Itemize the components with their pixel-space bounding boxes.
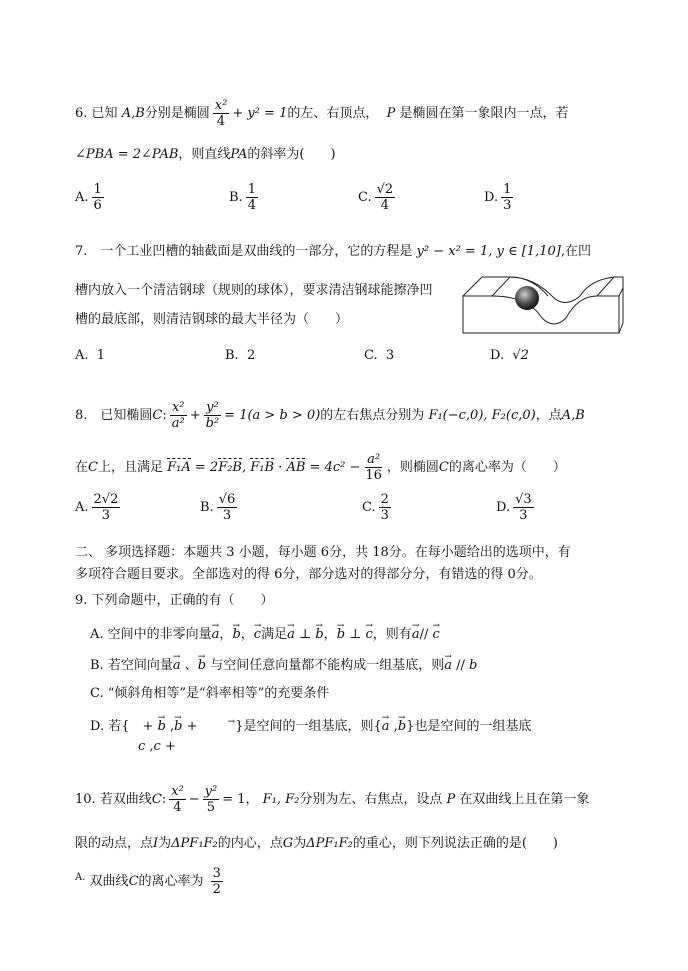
q6-text2: 的左、右顶点， <box>287 106 379 121</box>
option-den: 3 <box>101 508 111 523</box>
q10-f1-den: 4 <box>173 800 182 815</box>
q8-f2-den: b² <box>205 416 220 431</box>
q10-f2-num: y² <box>204 784 218 799</box>
option-den: 4 <box>247 198 256 213</box>
q10-text1: 分别为左、右焦点，设点 <box>299 792 443 807</box>
option-label: C. <box>358 190 372 205</box>
q8-text3: ，则椭圆 <box>386 460 439 475</box>
q10-text-d: 为 <box>293 836 307 851</box>
option-value: 2 <box>246 348 256 363</box>
q10-line1: 10. 若双曲线C: $\frac{\text{x²}}{4}$ − $\frac{\text{y²}}{5}$ = 1， F₁, F₂分别为左、右焦点，设点 P 在双曲线上且在第一象 <box>75 784 590 815</box>
q6-option-a[interactable] <box>75 182 107 213</box>
q8-vec-f2b: F₂B <box>218 460 242 475</box>
q8-eq: = 1(a > b > 0) <box>224 408 321 423</box>
q10-line2 <box>75 835 558 853</box>
q9-b-text: B. 若空间向量 <box>90 658 173 673</box>
q10-eq: = 1， <box>222 792 259 807</box>
q10-text-a: 限的动点，点 <box>75 836 154 851</box>
option-num: √2 <box>376 182 394 197</box>
q8-line2 <box>75 452 566 483</box>
q10-text-e: 的重心，则下列说法正确的是( ) <box>352 836 558 851</box>
q6-eq-tail: + y² = 1 <box>232 106 288 121</box>
q6-option-d[interactable] <box>484 182 516 213</box>
q8-vec-f1a: F₁A <box>167 460 191 475</box>
q6-pa: PA <box>230 147 248 162</box>
q8-cond-b: = 2 <box>190 460 219 475</box>
q8-option-a[interactable] <box>75 492 123 523</box>
q9-a-text2: 满足 <box>261 627 288 642</box>
q10-text-c: 的内心，点 <box>217 836 283 851</box>
q10-minus: − <box>188 792 200 807</box>
q7-option-b[interactable] <box>225 347 255 365</box>
q8-c2: C <box>88 460 98 475</box>
q7-option-d[interactable] <box>490 347 529 365</box>
q10-i: I <box>153 836 159 851</box>
q10-a-text2: 的离心率为 <box>138 874 204 889</box>
option-num: √6 <box>218 492 236 507</box>
q8-c: C <box>152 408 163 423</box>
option-value: 3 <box>385 348 395 363</box>
option-num: 1 <box>93 182 102 197</box>
option-label: B. <box>225 348 239 363</box>
option-label: A. <box>75 872 86 883</box>
option-num: 2√2 <box>93 492 119 507</box>
q6-text1: 分别是椭圆 <box>144 106 210 121</box>
q8-f2-num: y² <box>206 400 219 415</box>
q8-cond-num: a² <box>367 452 381 467</box>
q9-b-text2: 与空间任意向量都不能构成一组基底，则 <box>210 658 445 673</box>
q9-option-c[interactable]: C. “倾斜角相等”是“斜率相等”的充要条件 <box>90 686 330 701</box>
q10-g: G <box>282 836 294 851</box>
q10-triangle2: ΔPF₁F₂ <box>306 836 353 851</box>
q6-text5: 的斜率为( ) <box>247 147 336 162</box>
q10-f2-den: 5 <box>206 800 216 815</box>
q7-line2: 槽内放入一个清洁钢球（规则的球体），要求清洁钢球能擦净凹 <box>75 283 433 298</box>
q10-a-den: 2 <box>212 882 221 897</box>
option-den: 4 <box>380 198 390 213</box>
q8-f1-den: a² <box>171 416 185 431</box>
q8-option-b[interactable] <box>200 492 240 523</box>
q6-line2 <box>75 146 336 164</box>
option-den: 3 <box>519 508 528 523</box>
q10-foci: F₁, F₂ <box>262 792 300 807</box>
option-num: 1 <box>503 182 512 197</box>
q8-line1 <box>75 400 585 431</box>
q6-frac-den: 4 <box>216 114 226 129</box>
option-label: A. <box>75 348 89 363</box>
option-label: A. <box>75 500 89 515</box>
q8-cond-d: , <box>241 460 251 475</box>
q7-option-c[interactable] <box>364 347 394 365</box>
q7-option-a[interactable] <box>75 347 105 365</box>
q10-c: C <box>151 792 162 807</box>
option-label: C. <box>364 348 378 363</box>
option-den: 6 <box>93 198 102 213</box>
option-num: 1 <box>247 182 256 197</box>
q10-triangle1: ΔPF₁F₂ <box>171 836 218 851</box>
q7-line3: 槽的最底部，则清洁钢球的最大半径为（ ） <box>75 312 349 327</box>
option-label: B. <box>200 500 214 515</box>
option-label: C. <box>362 500 376 515</box>
q10-a-c: C <box>128 874 139 889</box>
q7-equation: y² − x² = 1, y ∈ [1,10] <box>416 244 561 259</box>
q6-angle-cond: ∠PBA = 2∠PAB <box>75 147 179 162</box>
groove-figure <box>462 274 624 334</box>
q9-d-text2: 是空间的一组基底，则 <box>243 719 374 734</box>
q8-text4: 的离心率为（ ） <box>448 460 566 475</box>
q6-ab: A,B <box>121 106 145 121</box>
q8-vec-ab: AB <box>286 460 306 475</box>
q9-option-b[interactable]: B. 若空间向量→ a 、→ b 与空间任意向量都不能构成一组基底，则→ a // b <box>90 657 477 675</box>
option-den: 3 <box>380 508 389 523</box>
q6-frac-num: x² <box>214 98 228 113</box>
option-label: D. <box>484 190 499 205</box>
steel-ball <box>515 286 539 310</box>
option-label: A. <box>75 190 89 205</box>
option-label: D. <box>490 348 505 363</box>
q9-stem: 9. 下列命题中，正确的有（ ） <box>75 593 274 608</box>
q8-option-c[interactable] <box>362 492 394 523</box>
q8-text-cond: 上，且满足 <box>97 460 163 475</box>
q8-text1: 的左右焦点分别为 <box>320 408 425 423</box>
q8-number: 8. 已知椭圆 <box>75 408 153 423</box>
q9-a-text3: ，则有 <box>372 627 412 642</box>
q6-option-b[interactable] <box>229 182 261 213</box>
q8-ab: A,B <box>561 408 585 423</box>
section2-line1: 二、 多项选择题：本题共 3 小题，每小题 6分，共 18分。在每小题给出的选项中，有 <box>75 545 571 560</box>
q9-d-text3: 也是空间的一组基底 <box>414 719 532 734</box>
q8-f1-num: x² <box>171 400 185 415</box>
q8-colon: : <box>162 408 167 423</box>
q8-vec-f1b: F₁B <box>250 460 275 475</box>
q10-a-num: 3 <box>212 866 221 881</box>
option-value: √2 <box>512 348 529 363</box>
q9-option-a[interactable]: A. 空间中的非零向量→ a，→ b，→ c满足→ a ⊥ → b，→ b ⊥ → c，则有→ a// → c <box>90 626 440 644</box>
q6-p: P <box>386 106 396 121</box>
q10-text2: 在双曲线上且在第一象 <box>459 792 590 807</box>
q6-text3: 是椭圆在第一象限内一点，若 <box>399 106 569 121</box>
q9-a-text: A. 空间中的非零向量 <box>90 627 212 642</box>
q6-text4: ，则直线 <box>178 147 231 162</box>
q7-tail: ,在凹 <box>560 244 591 259</box>
q10-p: P <box>446 792 456 807</box>
q10-a-text: 双曲线 <box>89 874 129 889</box>
vec-b: → b <box>232 626 240 644</box>
q8-text2: ，点 <box>535 408 562 423</box>
q6-number: 6. 已知 <box>75 106 118 121</box>
q7-line1 <box>75 243 591 261</box>
q8-text-zai: 在 <box>75 460 89 475</box>
option-value: 1 <box>96 348 106 363</box>
q10-number: 10. 若双曲线 <box>75 792 152 807</box>
option-num: √3 <box>515 492 532 507</box>
q8-option-d[interactable] <box>496 492 537 523</box>
option-num: 2 <box>380 492 389 507</box>
vec-a: → a <box>212 626 220 644</box>
q6-ellipse-fraction <box>213 98 230 129</box>
q8-c3: C <box>438 460 449 475</box>
q6-option-c[interactable] <box>358 182 398 213</box>
q9-d-text: D. 若 <box>90 719 122 734</box>
section2-line2: 多项符合题目要求。全部选对的得 6分，部分选对的得部分分，有错选的得 0分。 <box>75 567 542 582</box>
q10-text-b: 为 <box>158 836 172 851</box>
q9-d-underline: c ,c + <box>138 739 176 754</box>
option-den: 3 <box>222 508 232 523</box>
q6-line1 <box>75 98 569 129</box>
q8-cond-den: 16 <box>365 468 382 483</box>
option-label: B. <box>229 190 243 205</box>
q8-cond-f: · <box>274 460 287 475</box>
q10-f1-num: x² <box>171 784 184 799</box>
q8-plus: + <box>189 408 201 423</box>
q8-foci: F₁(−c,0), F₂(c,0) <box>428 408 536 423</box>
q7-text1: 7. 一个工业凹槽的轴截面是双曲线的一部分，它的方程是 <box>75 244 413 259</box>
q10-option-a[interactable] <box>75 866 226 897</box>
vec-c: → c <box>254 626 261 644</box>
option-label: D. <box>496 500 511 515</box>
option-den: 3 <box>503 198 512 213</box>
q9-option-d[interactable]: D. 若{ + → b ,→ b + →}是空间的一组基底，则{→ a ,→ b}也是空间的一组基底 <box>90 718 531 737</box>
q8-cond-h: = 4c² − <box>305 460 361 475</box>
